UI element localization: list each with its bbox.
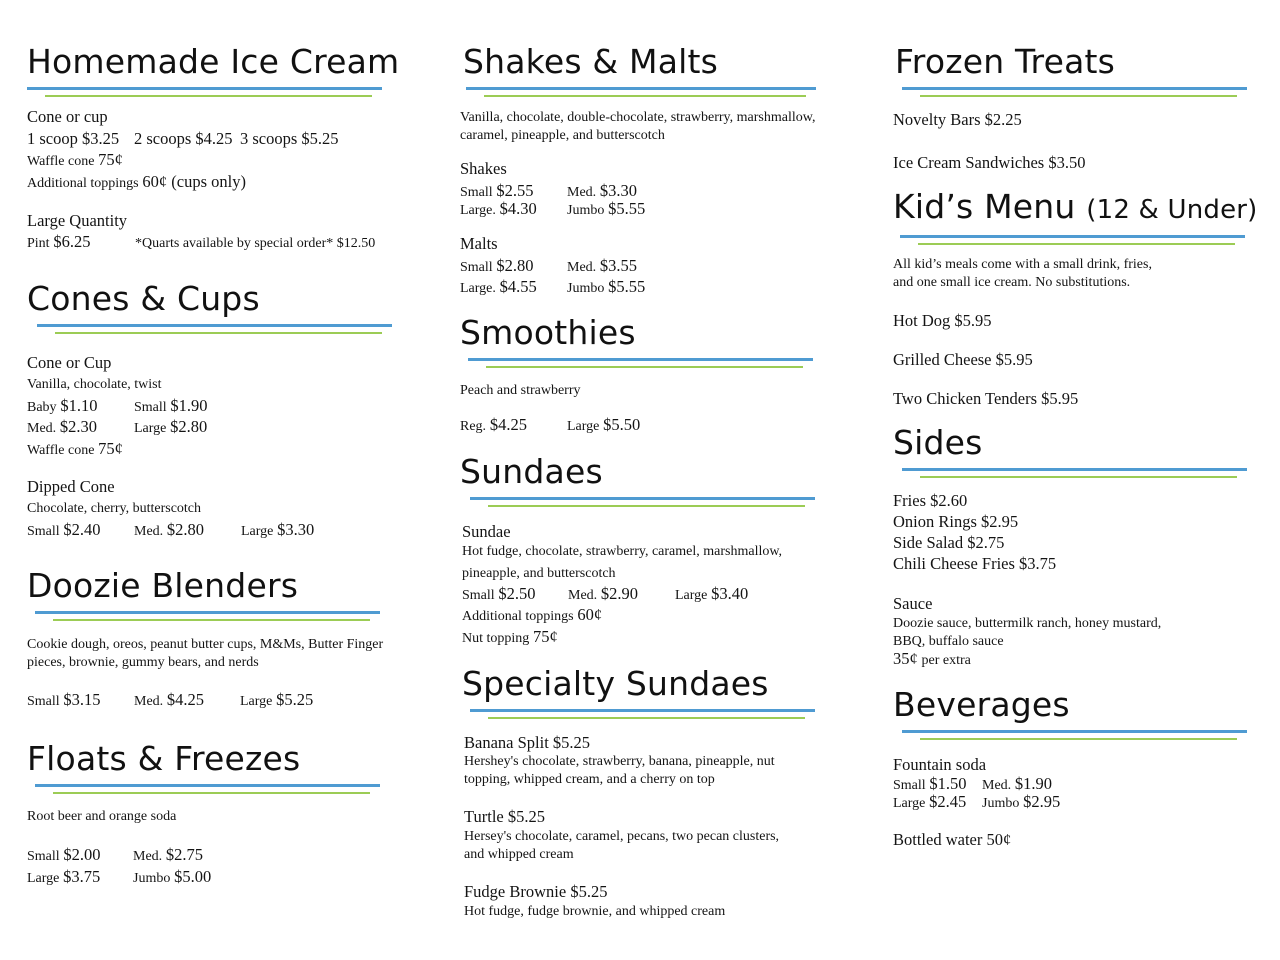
label: Small [893,778,926,793]
section-divider [37,324,392,338]
description: Peach and strawberry [460,383,581,398]
item-cone-or-cup: Cone or cup [27,107,108,126]
section-sundaes [460,453,830,511]
item-fudge-brownie: Fudge Brownie $5.25 [464,882,608,901]
section-divider [466,87,816,101]
section-title: Shakes & Malts [463,42,719,81]
waffle-cone-line [27,440,123,460]
price: $1.50 [929,774,967,793]
price: $4.30 [499,199,537,218]
reg-price-line [460,416,527,436]
section-title: Cones & Cups [27,279,260,318]
price: $2.45 [929,792,967,811]
malts-med-line [567,257,637,277]
section-smoothies [460,314,830,372]
label: Large [567,419,600,434]
waffle-cone-line [27,151,123,171]
price: $2.00 [63,845,101,864]
item-sauce: Sauce [893,594,933,613]
turtle-desc-1: Hersey's chocolate, caramel, pecans, two pecan clusters, [464,829,780,844]
item-cone-or-cup: Cone or Cup [27,353,112,372]
section-kids-menu [893,188,1263,249]
section-divider [468,358,813,372]
description: Root beer and orange soda [27,809,177,824]
price: 75¢ [98,150,123,169]
label: Small [460,260,493,275]
sauce-desc-2: BBQ, buffalo sauce [893,634,1004,649]
price: $2.95 [1023,792,1061,811]
section-divider [35,784,380,798]
item-chicken-tenders: Two Chicken Tenders $5.95 [893,389,1079,408]
section-sides [893,424,1263,482]
item-onion-rings: Onion Rings $2.95 [893,512,1019,531]
label: Large [241,524,274,539]
item-large-quantity: Large Quantity [27,211,128,230]
fudge-desc: Hot fudge, fudge brownie, and whipped cream [464,904,726,919]
price: $2.80 [166,520,205,539]
label: Small [27,849,60,864]
flavors-line-1: Vanilla, chocolate, double-chocolate, strawberry, marshmallow, [460,110,816,125]
price: $3.40 [711,584,749,603]
item-banana-split: Banana Split $5.25 [464,733,591,752]
label: Small [462,588,495,603]
section-title: Frozen Treats [895,42,1116,81]
kids-menu-age-note: (12 & Under) [1086,195,1258,225]
item-chili-cheese-fries: Chili Cheese Fries $3.75 [893,554,1057,573]
price: $2.90 [600,584,639,603]
item-bottled-water: Bottled water 50¢ [893,830,1012,849]
sauce-price-line [893,650,971,670]
label: Baby [27,400,57,415]
label: Reg. [460,419,487,434]
section-homemade-ice-cream [27,42,400,101]
section-divider [27,87,382,101]
item-sundae: Sundae [462,522,511,541]
small-price-line [27,846,101,866]
price-1-scoop: 1 scoop $3.25 [27,129,120,148]
price: $3.15 [63,690,101,709]
price: $2.75 [165,845,204,864]
price: $4.25 [489,415,527,434]
label: Med. [567,185,597,200]
section-floats-freezes [27,740,397,798]
section-doozie-blenders [27,567,397,625]
large-price-line [893,793,966,813]
jumbo-price-line [133,868,211,888]
price: $3.30 [599,181,638,200]
price-3-scoops: 3 scoops $5.25 [240,129,339,148]
section-divider [902,730,1247,744]
dipped-large-line [241,521,314,541]
price: $2.55 [496,181,534,200]
price: $2.80 [170,417,208,436]
section-title [893,188,1263,229]
section-beverages [893,686,1263,744]
label: Additional toppings [27,176,139,191]
section-divider [902,87,1247,101]
flavors-line-2: caramel, pineapple, and butterscotch [460,128,665,143]
section-divider [900,235,1245,249]
small-price-line [134,397,208,417]
section-title: Beverages [893,685,1070,724]
section-title: Smoothies [460,313,636,352]
section-frozen-treats [893,43,1263,101]
description-line-2: pieces, brownie, gummy bears, and nerds [27,655,259,670]
banana-desc-2: topping, whipped cream, and a cherry on top [464,772,715,787]
jumbo-price-line [982,793,1060,813]
label: per extra [921,653,971,668]
med-price-line [568,585,638,605]
price: $1.10 [60,396,98,415]
label: Additional toppings [462,609,574,624]
price: 75¢ [98,439,123,458]
med-price-line [27,418,97,438]
price: $5.25 [276,690,314,709]
item-grilled-cheese: Grilled Cheese $5.95 [893,350,1033,369]
turtle-desc-2: and whipped cream [464,847,574,862]
dipped-flavors: Chocolate, cherry, butterscotch [27,501,202,516]
label: Large. [460,281,496,296]
price: $2.50 [498,584,536,603]
section-divider [35,611,380,625]
price: 60¢ [577,605,603,624]
toppings-line [462,606,602,626]
label: Jumbo [982,796,1020,811]
label: Small [460,185,493,200]
label: Large. [460,203,496,218]
med-price-line [133,846,203,866]
price: $6.25 [53,232,91,251]
small-price-line [27,691,101,711]
price: $3.30 [277,520,315,539]
section-title: Floats & Freezes [27,739,301,778]
sauce-desc-1: Doozie sauce, buttermilk ranch, honey mustard, [893,616,1162,631]
price: $5.50 [603,415,641,434]
banana-desc-1: Hershey's chocolate, strawberry, banana, pineapple, nut [464,754,775,769]
label: Small [134,400,167,415]
malts-jumbo-line [567,278,645,298]
price: $3.55 [599,256,638,275]
price: $2.80 [496,256,534,275]
section-specialty-sundaes [460,665,830,723]
section-divider [470,709,815,723]
price: $1.90 [170,396,208,415]
small-price-line [462,585,536,605]
section-divider [470,497,815,511]
shakes-large-line [460,200,537,220]
section-title: Sundaes [460,452,603,491]
label: Large [134,421,167,436]
item-fries: Fries $2.60 [893,491,968,510]
label: Waffle cone [27,443,95,458]
shakes-jumbo-line [567,200,645,220]
large-price-line [240,691,313,711]
price: $4.55 [499,277,537,296]
price: $2.40 [63,520,101,539]
malts-small-line [460,257,534,277]
item-malts: Malts [460,234,498,253]
label: Nut topping [462,631,530,646]
price: 35¢ [893,649,918,668]
dipped-small-line [27,521,101,541]
item-shakes: Shakes [460,159,507,178]
label: Large [27,871,60,886]
section-title: Sides [893,423,983,462]
med-price-line [134,691,204,711]
label: Med. [27,421,57,436]
item-hot-dog: Hot Dog $5.95 [893,311,992,330]
section-title: Homemade Ice Cream [27,42,400,81]
price: 75¢ [533,627,558,646]
label: Jumbo [567,281,605,296]
dipped-med-line [134,521,204,541]
kids-menu-title: Kid’s Menu [893,187,1076,226]
price: $2.30 [59,417,98,436]
price: $4.25 [166,690,205,709]
section-divider [902,468,1247,482]
item-side-salad: Side Salad $2.75 [893,533,1005,552]
flavors: Vanilla, chocolate, twist [27,377,162,392]
nut-topping-line [462,628,558,648]
label: Jumbo [133,871,171,886]
description-line-1: Hot fudge, chocolate, strawberry, caramel, marshmallow, [462,544,783,559]
price: $1.90 [1014,774,1053,793]
item-dipped-cone: Dipped Cone [27,477,115,496]
label: Med. [568,588,598,603]
label: Waffle cone [27,154,95,169]
large-price-line [675,585,748,605]
description-line-2: and one small ice cream. No substitutions. [893,275,1131,290]
section-shakes-malts [460,43,830,101]
price: $5.55 [608,277,646,296]
price: $3.75 [63,867,101,886]
item-turtle: Turtle $5.25 [464,807,545,826]
section-cones-cups [27,280,397,338]
section-title: Specialty Sundaes [462,664,769,703]
section-title: Doozie Blenders [27,566,299,605]
label: Med. [134,524,164,539]
large-price-line [27,868,100,888]
description-line-1: Cookie dough, oreos, peanut butter cups, M&Ms, Butter Finger [27,637,384,652]
label: Small [27,524,60,539]
price-2-scoops: 2 scoops $4.25 [134,129,233,148]
price: $5.00 [174,867,212,886]
label: Jumbo [567,203,605,218]
pint-line [27,233,90,253]
price: $5.55 [608,199,646,218]
item-novelty-bars: Novelty Bars $2.25 [893,110,1022,129]
label: Small [27,694,60,709]
toppings-line [27,173,246,193]
large-price-line [134,418,207,438]
label: Large [675,588,708,603]
description-line-2: pineapple, and butterscotch [462,566,616,581]
label: Large [240,694,273,709]
label: Med. [982,778,1012,793]
baby-price-line [27,397,97,417]
item-fountain-soda: Fountain soda [893,755,987,774]
item-ice-cream-sandwiches: Ice Cream Sandwiches $3.50 [893,153,1086,172]
label: Med. [133,849,163,864]
description-line-1: All kid’s meals come with a small drink, fries, [893,257,1152,272]
label: Med. [134,694,164,709]
large-price-line [567,416,640,436]
malts-large-line [460,278,537,298]
quarts-note: *Quarts available by special order* $12.50 [135,236,376,251]
label: Pint [27,236,50,251]
price: 60¢ (cups only) [142,172,246,191]
label: Large [893,796,926,811]
label: Med. [567,260,597,275]
